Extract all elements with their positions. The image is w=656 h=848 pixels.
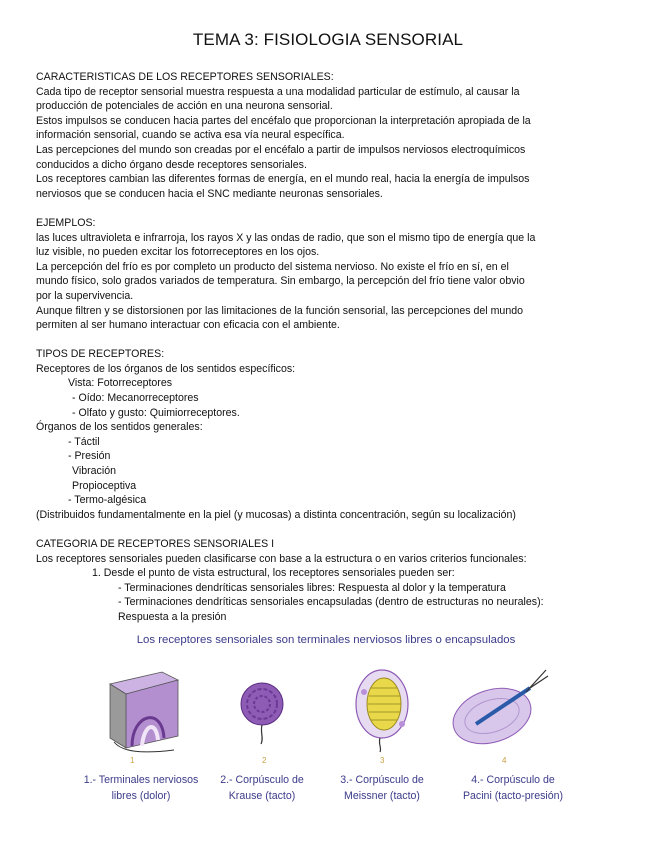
paragraph-line: mundo físico, solo grados variados de temperatura. Sin embargo, la percepción del frío tiene valor obvio (36, 275, 525, 288)
general-senses-intro: Órganos de los sentidos generales: (36, 421, 203, 434)
list-item: Vibración (72, 465, 116, 478)
section-heading-characteristics: CARACTERISTICAS DE LOS RECEPTORES SENSORIALES: (36, 71, 334, 83)
figure-title: Los receptores sensoriales son terminales nerviosos libres o encapsulados (136, 634, 516, 646)
paragraph-line: Las percepciones del mundo son creadas por el encéfalo a partir de impulsos nerviosos electroquímicos (36, 143, 526, 156)
caption-line: Pacini (tacto-presión) (462, 790, 564, 802)
sub-item: - Terminaciones dendríticas sensoriales libres: Respuesta al dolor y la temperatura (118, 581, 506, 594)
list-item: - Termo-algésica (68, 494, 147, 507)
paragraph-line: nerviosos que se conducen hacia el SNC mediante neuronas sensoriales. (36, 187, 383, 200)
paragraph-line: Aunque filtren y se distorsionen por las limitaciones de la función sensorial, las percepciones del mundo (36, 304, 523, 317)
list-item: Propioceptiva (72, 479, 137, 492)
list-item: - Táctil (68, 435, 100, 448)
caption-krause (202, 772, 322, 804)
caption-line: 2.- Corpúsculo de (220, 774, 304, 786)
section-heading-types: TIPOS DE RECEPTORES: (36, 348, 165, 361)
caption-pacini (438, 772, 588, 804)
free-nerve-endings-illustration (102, 666, 182, 751)
caption-meissner (322, 772, 442, 804)
sub-item: - Terminaciones dendríticas sensoriales encapsuladas (dentro de estructuras no neurales): (118, 596, 544, 609)
page-title: TEMA 3: FISIOLOGIA SENSORIAL (192, 30, 464, 49)
figure-number: 3 (380, 756, 385, 765)
paragraph-line: luz visible, no pueden excitar los fotorreceptores en los ojos. (36, 246, 320, 259)
specific-senses-intro: Receptores de los órganos de los sentidos específicos: (36, 362, 296, 375)
figure-number: 1 (130, 756, 135, 765)
list-item: - Olfato y gusto: Quimiorreceptores. (72, 406, 240, 419)
paragraph-line: Los receptores cambian las diferentes formas de energía, en el mundo real, hacia la energía de impulsos (36, 173, 530, 186)
paragraph-line: información sensorial, cuando se activa esa vía neural específica. (36, 129, 345, 142)
caption-line: Krause (tacto) (228, 790, 296, 802)
caption-free-endings (66, 772, 216, 804)
paragraph-line: por la supervivencia. (36, 289, 134, 302)
categories-intro: Los receptores sensoriales pueden clasificarse con base a la estructura o en varios criterios funcionales: (36, 552, 527, 565)
paragraph-line: permiten al ser humano interactuar con eficacia con el ambiente. (36, 319, 340, 332)
numbered-item: 1. Desde el punto de vista estructural, los receptores sensoriales pueden ser: (92, 567, 455, 580)
list-item: Vista: Fotorreceptores (68, 377, 173, 390)
caption-line: 1.- Terminales nerviosos (83, 774, 199, 786)
figure-number: 4 (502, 756, 507, 765)
pacini-corpuscle-illustration (450, 664, 550, 749)
paragraph-line: producción de potenciales de acción en una neurona sensorial. (36, 100, 333, 113)
paragraph-line: Estos impulsos se conducen hacia partes del encéfalo que proporcionan la interpretación apropiada de la (36, 114, 531, 127)
caption-line: 4.- Corpúsculo de (471, 774, 555, 786)
section-heading-examples: EJEMPLOS: (36, 216, 96, 229)
caption-line: libres (dolor) (111, 790, 171, 802)
sub-item-continuation: Respuesta a la presión (118, 610, 227, 623)
paragraph-line: las luces ultravioleta e infrarroja, los rayos X y las ondas de radio, que son el mismo tipo de energía que la (36, 231, 536, 244)
caption-line: Meissner (tacto) (344, 790, 420, 802)
caption-line: 3.- Corpúsculo de (340, 774, 424, 786)
section-heading-categories: CATEGORIA DE RECEPTORES SENSORIALES I (36, 538, 275, 550)
krause-corpuscle-illustration (234, 674, 294, 744)
list-item: - Oído: Mecanorreceptores (72, 392, 199, 405)
paragraph-line: conducidos a dicho órgano desde receptores sensoriales. (36, 158, 307, 171)
receptors-figure (66, 626, 586, 826)
paragraph-line: La percepción del frío es por completo un producto del sistema nervioso. No existe el frío en sí, en el (36, 260, 509, 273)
distribution-note: (Distribuidos fundamentalmente en la piel (y mucosas) a distinta concentración, según su localización) (36, 508, 516, 521)
meissner-corpuscle-illustration (350, 664, 416, 749)
figure-number: 2 (262, 756, 267, 765)
document-body (36, 70, 620, 625)
paragraph-line: Cada tipo de receptor sensorial muestra respuesta a una modalidad particular de estímulo, al causar la (36, 85, 520, 98)
list-item: - Presión (68, 450, 111, 463)
